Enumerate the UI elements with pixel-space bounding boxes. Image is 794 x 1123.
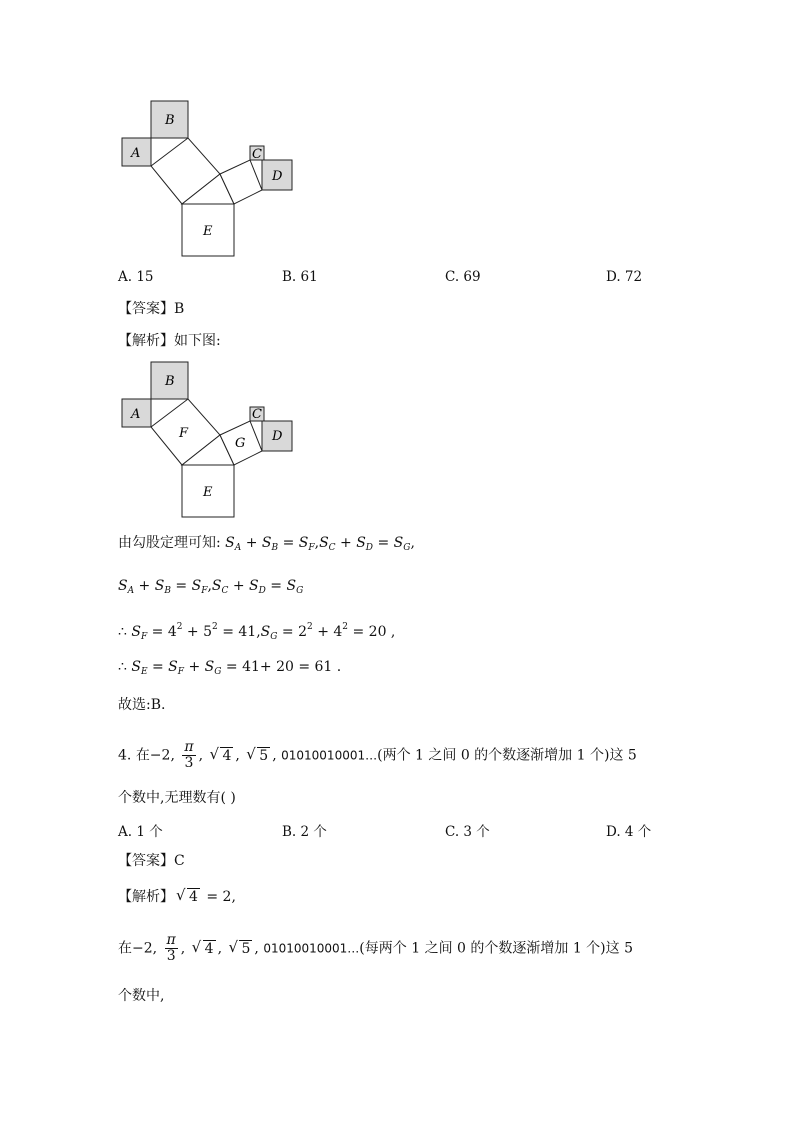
choice-a[interactable]: A. 1 个	[118, 824, 163, 840]
q4-analysis-line3: 个数中,	[118, 988, 165, 1004]
figure-squares-1	[118, 98, 298, 260]
q4-stem-line2: 个数中,无理数有( )	[118, 790, 236, 806]
q4-number: 4.	[118, 747, 132, 764]
q3-answer: 【答案】B	[118, 301, 185, 317]
q3-step-4: ∴ $S_E = S_F + S_G = 41+ 20 = 61$ .	[118, 659, 342, 677]
label-f: F	[179, 426, 189, 441]
choice-b[interactable]: B. 2 个	[282, 824, 327, 840]
choice-d[interactable]: D. 72	[606, 269, 643, 285]
q3-step-1: 由勾股定理可知: $S_A + S_B = S_F,S_C + S_D = S_G$,	[118, 535, 415, 553]
q3-step-3: ∴ $S_F = 4^2 + 5^2 = 41,S_G = 2^2 + 4^2 = 20$ ,	[118, 622, 396, 642]
q3-choices	[118, 269, 678, 289]
label-e: E	[203, 224, 213, 239]
q4-analysis-line2: 在−2, $\frac{\pi}{3}$ , √ 4 , √ 5 , 01010010001…(每两个 1 之间 0 的个数逐渐增加 1 个)这 5	[118, 933, 633, 964]
label-g: G	[235, 436, 246, 451]
choice-c[interactable]: C. 3 个	[445, 824, 490, 840]
analysis-intro: 如下图:	[174, 333, 221, 349]
q3-step-2: $S_A + S_B = S_F,S_C + S_D = S_G$	[118, 578, 304, 596]
choice-c[interactable]: C. 69	[445, 269, 481, 285]
fraction-pi-3: $\frac{\pi}{3}$	[166, 932, 176, 964]
q3-analysis	[118, 331, 221, 351]
label-c: C	[252, 147, 262, 162]
q4-stem: 4. 在−2, $\frac{\pi}{3}$ , √ 4 , √ 5 , 01010010001…(两个 1 之间 0 的个数逐渐增加 1 个)这 5	[118, 740, 637, 771]
label-e: E	[203, 485, 213, 500]
label-c: C	[252, 407, 262, 422]
sqrt-4: √ 4	[209, 741, 233, 771]
label-d: D	[272, 169, 283, 184]
label-b: B	[165, 113, 175, 128]
figure-squares-2	[118, 359, 298, 521]
fraction-pi-3: $\frac{\pi}{3}$	[184, 739, 194, 771]
q4-analysis: 【解析】√ 4 = 2,	[118, 887, 236, 907]
sqrt-5: √ 5	[228, 934, 252, 964]
label-b: B	[165, 374, 175, 389]
label-a: A	[131, 146, 141, 161]
choice-d[interactable]: D. 4 个	[606, 824, 652, 840]
q4-answer: 【答案】C	[118, 853, 185, 869]
analysis-label: 【解析】	[118, 333, 174, 349]
label-d: D	[272, 429, 283, 444]
label-a: A	[131, 407, 141, 422]
q3-conclusion: 故选:B.	[118, 697, 166, 713]
choice-b[interactable]: B. 61	[282, 269, 318, 285]
sqrt-5: √ 5	[246, 741, 270, 771]
sqrt-4: √ 4	[192, 934, 216, 964]
q4-choices	[118, 820, 678, 840]
choice-a[interactable]: A. 15	[118, 269, 154, 285]
sqrt-4: √ 4	[176, 887, 200, 907]
